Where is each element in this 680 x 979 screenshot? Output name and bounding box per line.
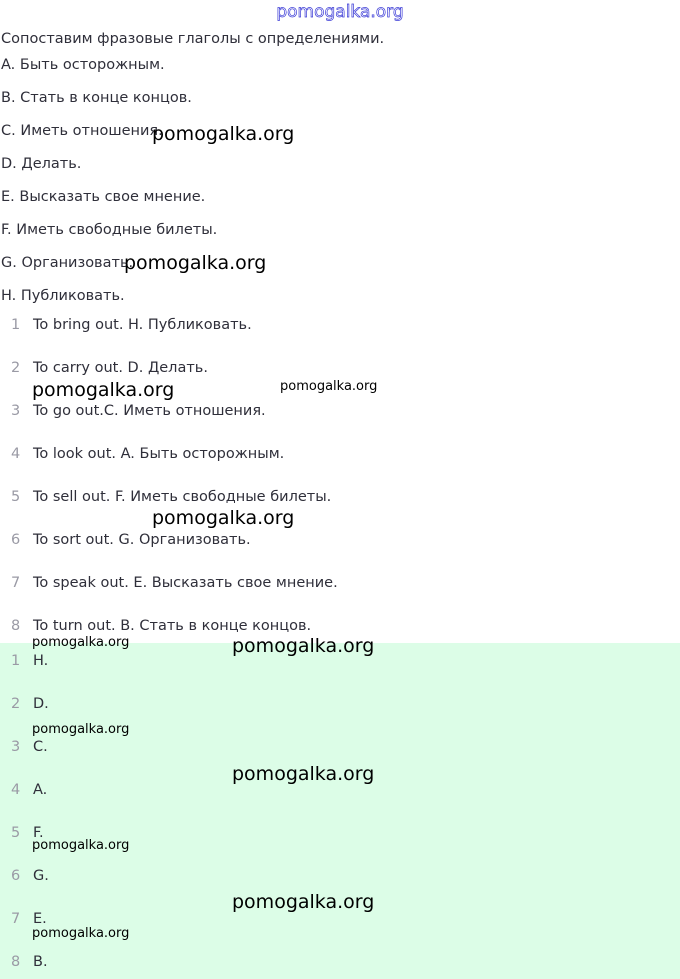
site-watermark-top: pomogalka.org bbox=[276, 2, 404, 22]
definition-c: C. Иметь отношения. bbox=[1, 123, 163, 139]
definition-h: H. Публиковать. bbox=[1, 288, 125, 304]
answer-text: E. bbox=[33, 911, 47, 927]
row-number: 4 bbox=[11, 446, 21, 462]
answer-text: C. bbox=[33, 739, 48, 755]
row-number: 2 bbox=[11, 360, 21, 376]
row-number: 5 bbox=[11, 825, 21, 841]
watermark-overlay: pomogalka.org bbox=[232, 891, 375, 913]
watermark-overlay: pomogalka.org bbox=[32, 379, 175, 401]
match-row bbox=[0, 317, 680, 337]
row-number: 1 bbox=[11, 653, 21, 669]
row-number: 4 bbox=[11, 782, 21, 798]
row-number: 8 bbox=[11, 954, 21, 970]
match-row bbox=[0, 489, 680, 509]
definition-b: B. Стать в конце концов. bbox=[1, 90, 192, 106]
answer-row bbox=[0, 954, 680, 974]
row-number: 8 bbox=[11, 618, 21, 634]
match-text: To sort out. G. Организовать. bbox=[33, 532, 251, 548]
watermark-overlay: pomogalka.org bbox=[32, 926, 130, 941]
answer-row bbox=[0, 782, 680, 802]
watermark-overlay: pomogalka.org bbox=[32, 838, 130, 853]
row-number: 1 bbox=[11, 317, 21, 333]
definition-g: G. Организовать. bbox=[1, 255, 134, 271]
row-number: 3 bbox=[11, 403, 21, 419]
match-row bbox=[0, 446, 680, 466]
row-number: 5 bbox=[11, 489, 21, 505]
match-row bbox=[0, 532, 680, 552]
watermark-overlay: pomogalka.org bbox=[152, 507, 295, 529]
answer-text: H. bbox=[33, 653, 49, 669]
match-text: To look out. A. Быть осторожным. bbox=[33, 446, 285, 462]
answer-row bbox=[0, 868, 680, 888]
match-text: To go out.C. Иметь отношения. bbox=[33, 403, 266, 419]
definition-a: A. Быть осторожным. bbox=[1, 57, 165, 73]
definition-f: F. Иметь свободные билеты. bbox=[1, 222, 218, 238]
match-row bbox=[0, 360, 680, 380]
match-text: To sell out. F. Иметь свободные билеты. bbox=[33, 489, 332, 505]
watermark-overlay: pomogalka.org bbox=[232, 763, 375, 785]
answer-text: F. bbox=[33, 825, 44, 841]
answer-text: G. bbox=[33, 868, 49, 884]
row-number: 2 bbox=[11, 696, 21, 712]
match-text: To carry out. D. Делать. bbox=[33, 360, 208, 376]
watermark-overlay: pomogalka.org bbox=[152, 123, 295, 145]
row-number: 7 bbox=[11, 575, 21, 591]
answer-text: B. bbox=[33, 954, 48, 970]
row-number: 3 bbox=[11, 739, 21, 755]
answer-text: D. bbox=[33, 696, 49, 712]
match-row bbox=[0, 403, 680, 423]
watermark-overlay: pomogalka.org bbox=[232, 635, 375, 657]
watermark-overlay: pomogalka.org bbox=[32, 635, 130, 650]
row-number: 6 bbox=[11, 868, 21, 884]
row-number: 7 bbox=[11, 911, 21, 927]
definition-d: D. Делать. bbox=[1, 156, 82, 172]
match-row bbox=[0, 575, 680, 595]
match-text: To bring out. H. Публиковать. bbox=[33, 317, 252, 333]
match-text: To speak out. E. Высказать свое мнение. bbox=[33, 575, 338, 591]
task-intro: Сопоставим фразовые глаголы с определениями. bbox=[1, 31, 385, 47]
match-text: To turn out. B. Стать в конце концов. bbox=[33, 618, 312, 634]
watermark-overlay: pomogalka.org bbox=[32, 722, 130, 737]
answer-text: A. bbox=[33, 782, 48, 798]
definition-e: E. Высказать свое мнение. bbox=[1, 189, 206, 205]
watermark-overlay: pomogalka.org bbox=[124, 252, 267, 274]
answer-row bbox=[0, 696, 680, 716]
row-number: 6 bbox=[11, 532, 21, 548]
answer-row bbox=[0, 739, 680, 759]
watermark-overlay: pomogalka.org bbox=[280, 379, 378, 394]
